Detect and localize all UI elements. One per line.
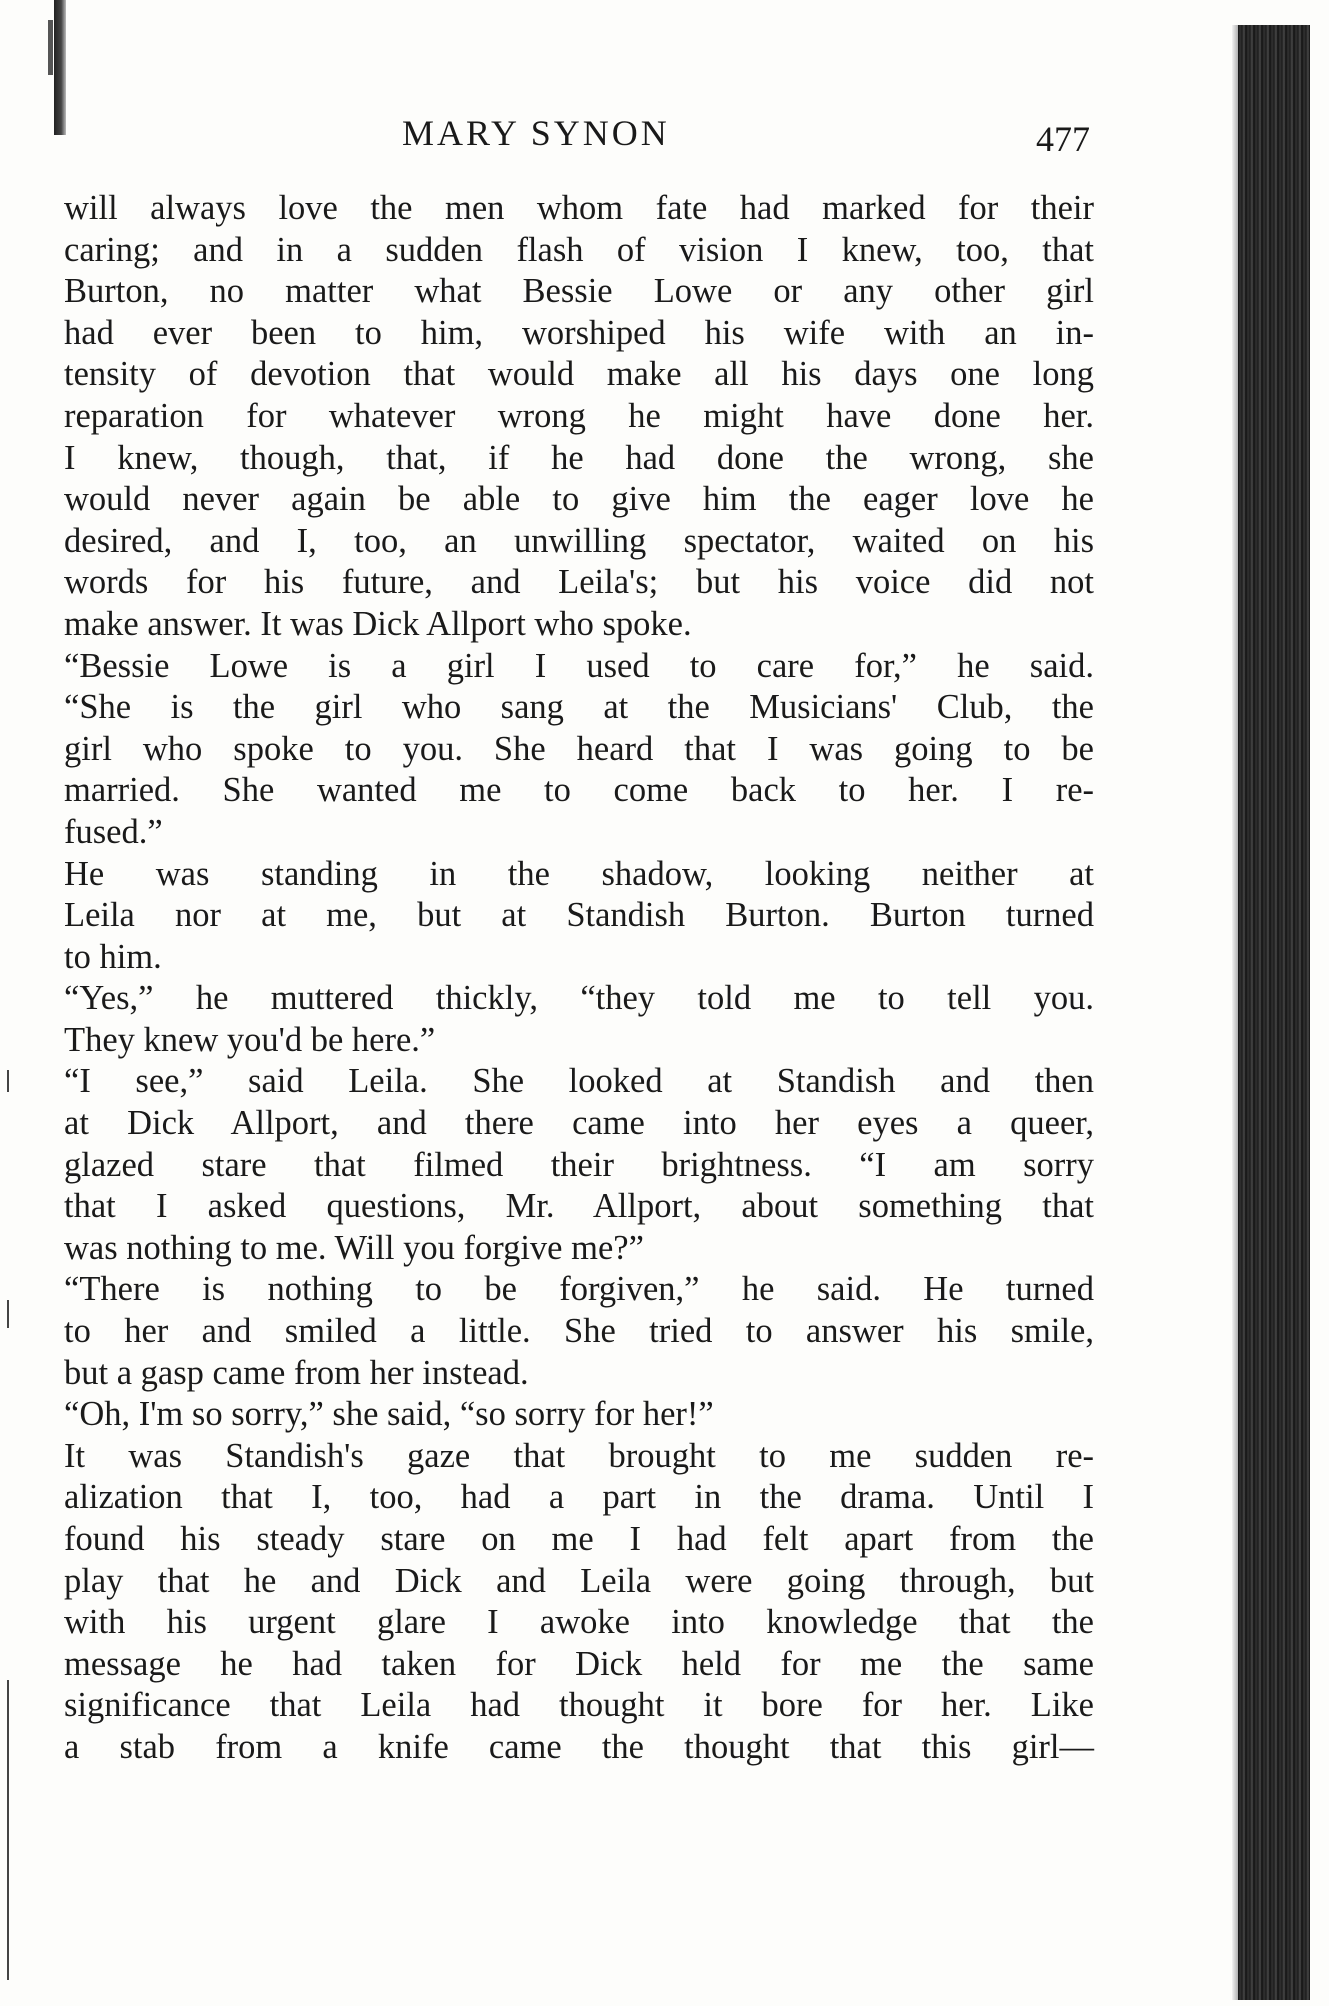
text-line: a stab from a knife came the thought that this girl—: [64, 1727, 1094, 1766]
text-line: had ever been to him, worshiped his wife with an in-: [64, 313, 1094, 352]
margin-mark: [7, 1070, 9, 1092]
text-line: that I asked questions, Mr. Allport, about something that: [64, 1187, 1094, 1226]
text-line: “Oh, I'm so sorry,” she said, “so sorry for her!”: [64, 1395, 714, 1434]
text-line: They knew you'd be here.”: [64, 1020, 436, 1059]
text-line: “There is nothing to be forgiven,” he said. He turned: [64, 1270, 1094, 1309]
margin-mark: [7, 1680, 9, 1980]
text-line: Leila nor at me, but at Standish Burton. Burton turned: [64, 896, 1094, 935]
text-line: “Yes,” he muttered thickly, “they told me to tell you.: [64, 979, 1094, 1018]
page-header: [70, 112, 1090, 162]
text-line: would never again be able to give him the eager love he: [64, 480, 1094, 519]
text-line: girl who spoke to you. She heard that I was going to be: [64, 729, 1094, 768]
text-line: found his steady stare on me I had felt apart from the: [64, 1520, 1094, 1558]
body-text: [64, 188, 1094, 1769]
text-line: alization that I, too, had a part in the drama. Until I: [64, 1478, 1094, 1517]
text-line: to her and smiled a little. She tried to answer his smile,: [64, 1312, 1094, 1351]
text-line: Burton, no matter what Bessie Lowe or any other girl: [64, 272, 1094, 311]
text-line: will always love the men whom fate had marked for their: [64, 189, 1094, 227]
running-head: MARY SYNON: [402, 113, 670, 153]
text-line: “She is the girl who sang at the Musicians' Club, the: [64, 688, 1094, 727]
text-line: glazed stare that filmed their brightness. “I am sorry: [64, 1145, 1094, 1184]
text-line: words for his future, and Leila's; but his voice did not: [64, 563, 1094, 602]
text-line: message he had taken for Dick held for me the same: [64, 1644, 1094, 1683]
text-line: to him.: [64, 937, 162, 976]
text-line: significance that Leila had thought it bore for her. Like: [64, 1686, 1094, 1725]
text-line: but a gasp came from her instead.: [64, 1353, 529, 1392]
binding-shadow-right: [1238, 25, 1310, 2000]
text-line: “I see,” said Leila. She looked at Standish and then: [64, 1062, 1094, 1101]
text-line: with his urgent glare I awoke into knowledge that the: [64, 1603, 1094, 1642]
text-line: reparation for whatever wrong he might have done her.: [64, 396, 1094, 435]
text-line: desired, and I, too, an unwilling spectator, waited on his: [64, 521, 1094, 560]
text-line: I knew, though, that, if he had done the wrong, she: [64, 438, 1094, 477]
text-line: tensity of devotion that would make all his days one long: [64, 355, 1094, 394]
text-line: caring; and in a sudden flash of vision I knew, too, that: [64, 230, 1094, 269]
text-line: make answer. It was Dick Allport who spoke.: [64, 604, 692, 643]
text-line: play that he and Dick and Leila were going through, but: [64, 1561, 1094, 1600]
text-line: was nothing to me. Will you forgive me?”: [64, 1228, 644, 1267]
page-number: 477: [1036, 119, 1090, 159]
text-line: It was Standish's gaze that brought to me sudden re-: [64, 1436, 1094, 1475]
binding-shadow-left-mark: [48, 20, 53, 75]
binding-shadow-left: [54, 0, 66, 135]
text-line: “Bessie Lowe is a girl I used to care for,” he said.: [64, 646, 1094, 685]
text-line: married. She wanted me to come back to her. I re-: [64, 771, 1094, 810]
margin-mark: [7, 1300, 9, 1328]
text-line: at Dick Allport, and there came into her eyes a queer,: [64, 1104, 1094, 1143]
text-line: fused.”: [64, 812, 163, 851]
text-line: He was standing in the shadow, looking neither at: [64, 854, 1094, 893]
